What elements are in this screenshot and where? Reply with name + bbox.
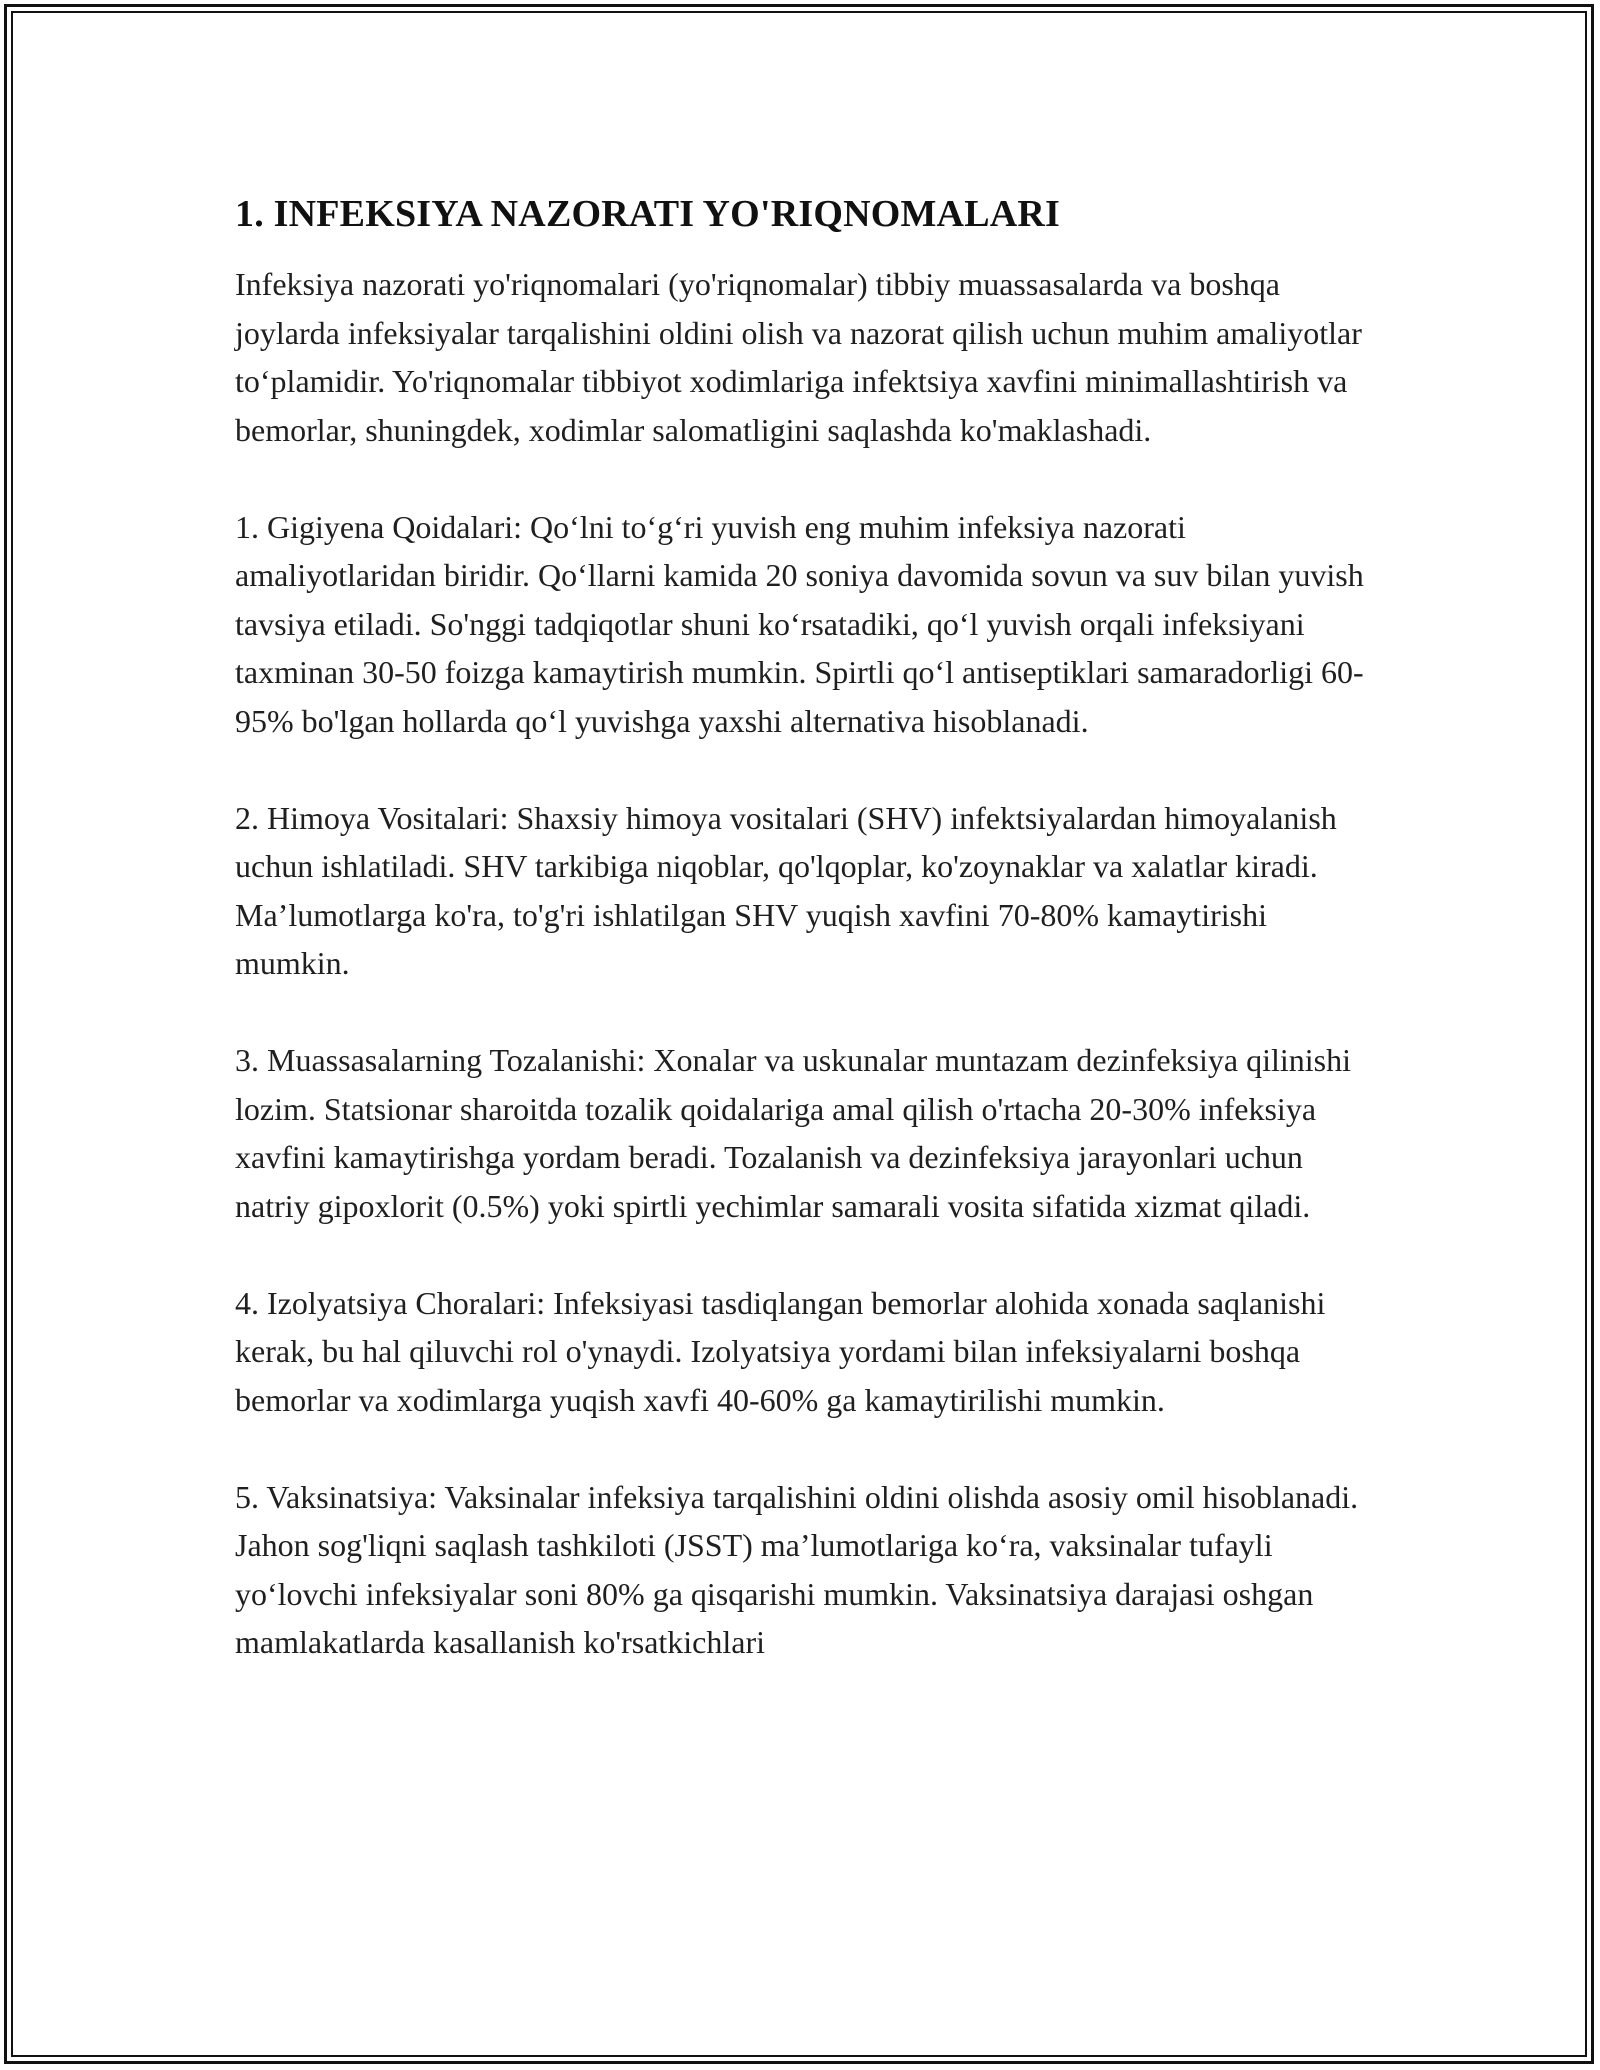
document-body: [235, 188, 1375, 1667]
section-vaccination: 5. Vaksinatsiya: Vaksinalar infeksiya tarqalishini oldini olishda asosiy omil hisoblanadi. Jahon sog'liqni saqlash tashkiloti (JSST) ma’lumotlariga ko‘ra, vaksinalar tufayli yo‘lovchi infeksiyalar soni 80% ga qisqarishi mumkin. Vaksinatsiya darajasi oshgan mamlakatlarda kasallanish ko'rsatkichlari: [235, 1478, 1359, 1660]
section-isolation: 4. Izolyatsiya Choralari: Infeksiyasi tasdiqlangan bemorlar alohida xonada saqlanishi kerak, bu hal qiluvchi rol o'ynaydi. Izolyatsiya yordami bilan infeksiyalarni boshqa bemorlar va xodimlarga yuqish xavfi 40-60% ga kamaytirilishi mumkin.: [235, 1284, 1326, 1418]
intro-paragraph: Infeksiya nazorati yo'riqnomalari (yo'riqnomalar) tibbiy muassasalarda va boshqa joylarda infeksiyalar tarqalishini oldini olish va nazorat qilish uchun muhim amaliyotlar to‘plamidir. Yo'riqnomalar tibbiyot xodimlariga infektsiya xavfini minimallashtirish va bemorlar, shuningdek, xodimlar salomatligini saqlashda ko'maklashadi.: [235, 266, 1362, 448]
section-hygiene: 1. Gigiyena Qoidalari: Qo‘lni to‘g‘ri yuvish eng muhim infeksiya nazorati amaliyotlaridan biridir. Qo‘llarni kamida 20 soniya davomida sovun va suv bilan yuvish tavsiya etiladi. So'nggi tadqiqotlar shuni ko‘rsatadiki, qo‘l yuvish orqali infeksiyani taxminan 30-50 foizga kamaytirish mumkin. Spirtli qo‘l antiseptiklari samaradorligi 60-95% bo'lgan hollarda qo‘l yuvishga yaxshi alternativa hisoblanadi.: [235, 508, 1364, 739]
section-protective-equipment: 2. Himoya Vositalari: Shaxsiy himoya vositalari (SHV) infektsiyalardan himoyalanish uchun ishlatiladi. SHV tarkibiga niqoblar, qo'lqoplar, ko'zoynaklar va xalatlar kiradi. Ma’lumotlarga ko'ra, to'g'ri ishlatilgan SHV yuqish xavfini 70-80% kamaytirishi mumkin.: [235, 799, 1337, 981]
section-facility-cleaning: 3. Muassasalarning Tozalanishi: Xonalar va uskunalar muntazam dezinfeksiya qilinishi lozim. Statsionar sharoitda tozalik qoidalariga amal qilish o'rtacha 20-30% infeksiya xavfini kamaytirishga yordam beradi. Tozalanish va dezinfeksiya jarayonlari uchun natriy gipoxlorit (0.5%) yoki spirtli yechimlar samarali vosita sifatida xizmat qiladi.: [235, 1042, 1351, 1224]
document-title: 1. INFEKSIYA NAZORATI YO'RIQNOMALARI: [235, 193, 1061, 235]
